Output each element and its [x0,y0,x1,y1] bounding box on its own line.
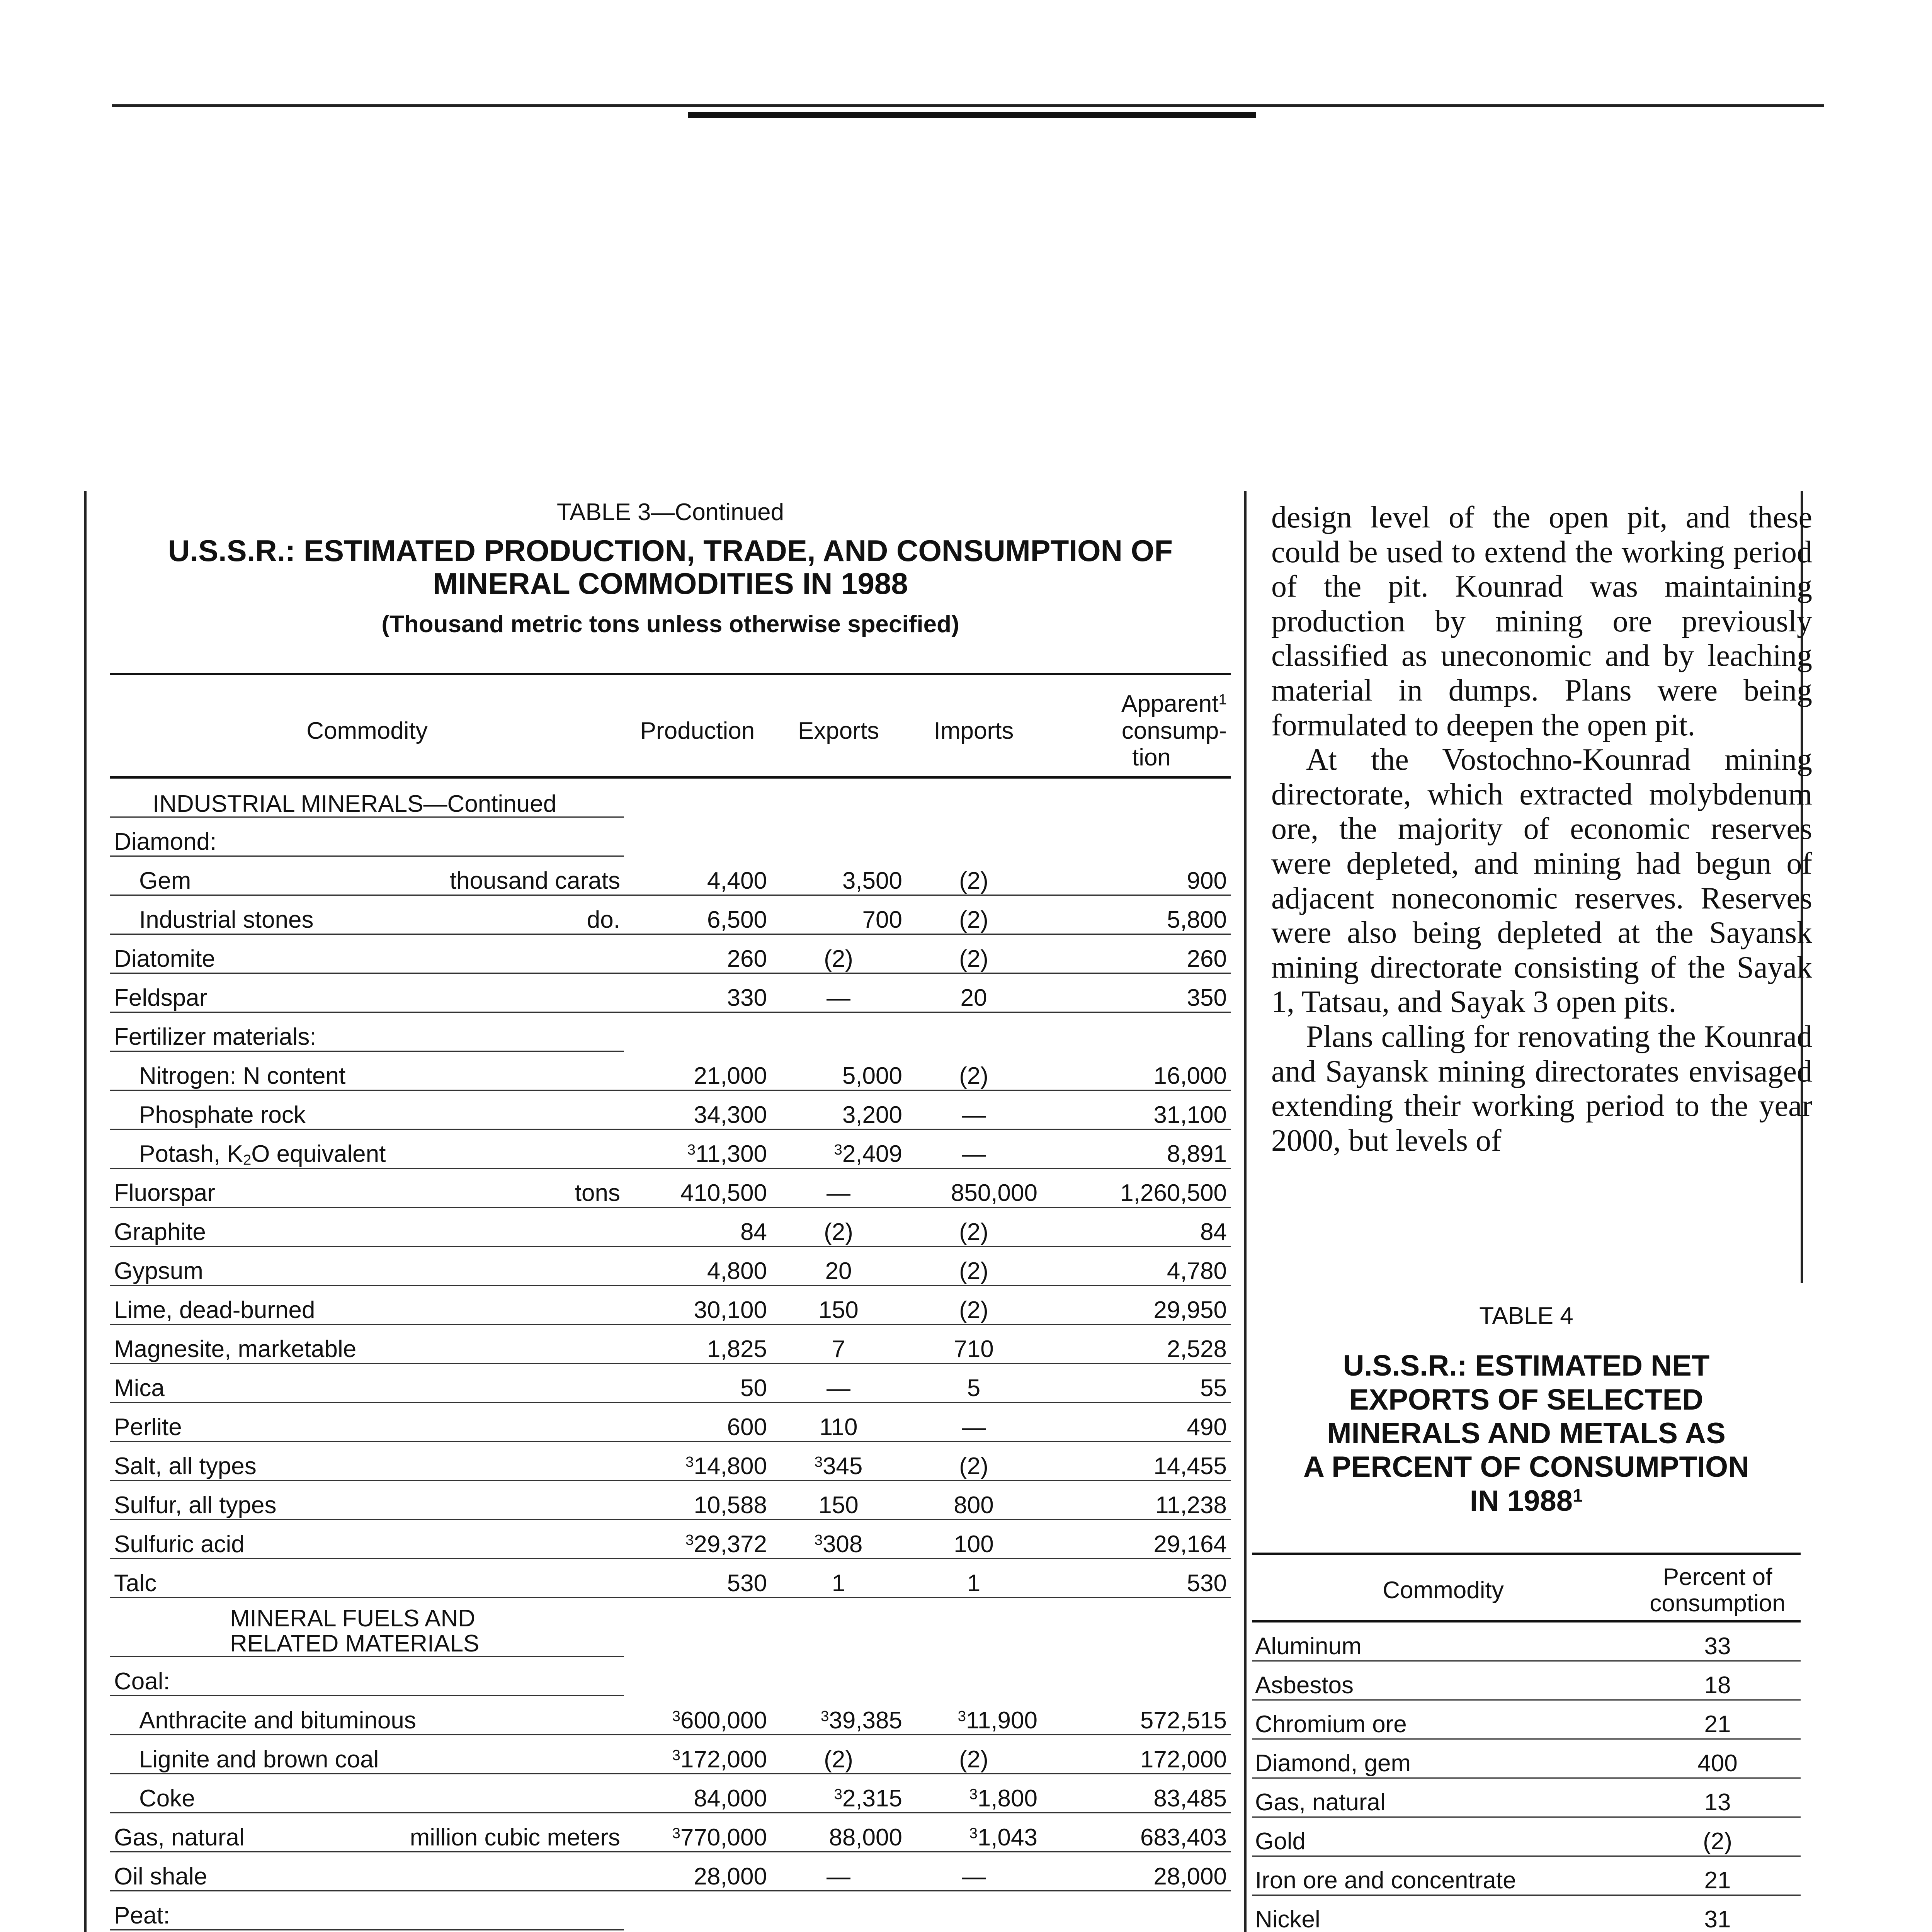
table-row [110,1696,1231,1735]
footnote-ref: 3 [672,1708,680,1725]
article-body [1271,500,1812,1158]
cell-value: 345 [822,1453,863,1480]
table-4-title-l5: IN 1988 [1469,1484,1573,1517]
table-row [110,895,1231,934]
cell-imports: (2) [906,856,1041,895]
cell-consumption: 2,528 [1041,1325,1231,1364]
cell-value: 770,000 [680,1824,767,1851]
table-row [110,1559,1231,1598]
table-3-title [110,534,1231,599]
table-row [110,1442,1231,1481]
cell-consumption: 4,780 [1041,1247,1231,1286]
cell-imports: 100 [906,1520,1041,1559]
cell-production: 4,400 [624,856,771,895]
row-label [110,895,624,934]
cell-exports [771,1930,906,1932]
footnote-ref: 3 [685,1531,694,1548]
cell-imports: (2) [906,1247,1041,1286]
table-4-title-l1: U.S.S.R.: ESTIMATED NET [1343,1349,1710,1383]
cell-consumption: 5,800 [1041,895,1231,934]
table-row [1252,1817,1801,1856]
cell-exports: 5,000 [771,1051,906,1090]
cell-imports: (2) [906,1051,1041,1090]
table-row [110,1657,1231,1696]
cell-imports: 710 [906,1325,1041,1364]
row-unit: do. [587,906,620,934]
cell-production: 21,000 [624,1051,771,1090]
header-commodity: Commodity [110,674,624,777]
table-row [110,1520,1231,1559]
cell-production: 34,300 [624,1090,771,1129]
header-production: Production [624,674,771,777]
cell-percent: 31 [1634,1895,1801,1932]
table-row [110,1090,1231,1129]
row-label: Asbestos [1252,1661,1634,1700]
cell-imports: 20 [906,973,1041,1012]
cell-consumption: 31,100 [1041,1090,1231,1129]
row-label: Perlite [110,1403,624,1442]
row-label: Sulfuric acid [110,1520,624,1559]
row-label: Salt, all types [110,1442,624,1481]
cell-consumption: 490 [1041,1403,1231,1442]
cell-production [624,1813,771,1852]
cell-imports: — [906,1129,1041,1168]
table-row [1252,1661,1801,1700]
table-3-title-line2: MINERAL COMMODITIES IN 1988 [433,566,908,600]
cell-production: 30,100 [624,1286,771,1325]
cell-consumption: 260 [1041,934,1231,973]
cell-exports: 150 [771,1481,906,1520]
cell-percent: (2) [1634,1817,1801,1856]
footnote-ref: 3 [834,1786,842,1803]
cell-consumption: 8,891 [1041,1129,1231,1168]
table-4-title [1252,1349,1801,1518]
paragraph: At the Vostochno-Kounrad mining directorate, which extracted molybdenum ore, the majority of economic reserves were depleted, and mining had begun of adjacent noneconomic reserves. Reserves were also being depleted at the Sayansk mining directorate consisting of the Sayak 1, Tatsau, and Sayak 3 open pits. [1271,743,1812,1019]
table-row [110,1325,1231,1364]
top-rule-accent [688,112,1256,118]
cell-consumption: 83,485 [1041,1774,1231,1813]
cell-production [624,1930,771,1932]
cell-value: 39,385 [829,1707,902,1734]
table-row [1252,1778,1801,1817]
row-label: Phosphate rock [110,1090,624,1129]
table-row [110,934,1231,973]
row-label: Nickel [1252,1895,1634,1932]
table-3-header-row [110,674,1231,777]
row-label: Diamond: [110,817,624,856]
row-label [110,1129,624,1168]
cell-production [624,1520,771,1559]
cell-exports [771,1774,906,1813]
cell-imports: (2) [906,934,1041,973]
header-commodity: Commodity [1252,1554,1634,1621]
row-label: Gas, natural [1252,1778,1634,1817]
cell-exports [771,1442,906,1481]
cell-exports [771,1696,906,1735]
table-row [110,1012,1231,1051]
table-row [110,973,1231,1012]
cell-value: 308 [822,1531,863,1558]
row-label: Graphite [110,1208,624,1247]
table-row [110,1364,1231,1403]
cell-exports: — [771,1168,906,1208]
cell-exports: 20 [771,1247,906,1286]
cell-production: 260 [624,934,771,973]
cell-imports: (2) [906,1286,1041,1325]
table-3 [110,498,1231,1932]
row-label: Anthracite and bituminous [110,1696,624,1735]
row-unit: million cubic meters [410,1824,620,1851]
row-label: Mica [110,1364,624,1403]
row-label: Gold [1252,1817,1634,1856]
row-label: Sulfur, all types [110,1481,624,1520]
section-row [110,777,1231,817]
column-divider-rule [1244,491,1247,1932]
table-row [110,1813,1231,1852]
row-label: Talc [110,1559,624,1598]
cell-production: 600 [624,1403,771,1442]
cell-production [624,1735,771,1774]
row-label: Aluminum [1252,1621,1634,1661]
table-4-caption: TABLE 4 [1479,1303,1573,1329]
cell-exports: — [771,1852,906,1891]
table-row [110,817,1231,856]
footnote-ref: 3 [672,1747,680,1764]
cell-imports: — [906,1090,1041,1129]
cell-consumption: 28,000 [1041,1852,1231,1891]
cell-consumption: 683,403 [1041,1813,1231,1852]
footnote-ref: 3 [685,1453,694,1470]
cell-exports: 3,500 [771,856,906,895]
cell-imports: (2) [906,1735,1041,1774]
cell-exports: — [771,1364,906,1403]
cell-exports: (2) [771,1735,906,1774]
section-row [110,1598,1231,1657]
cell-imports: — [906,1852,1041,1891]
table-4-title-l3: MINERALS AND METALS AS [1327,1417,1726,1450]
footnote-ref: 3 [969,1786,978,1803]
paragraph: Plans calling for renovating the Kounrad and Sayansk mining directorates envisaged extending their working period to the year 2000, but levels of [1271,1019,1812,1158]
cell-value: 1,043 [977,1824,1037,1851]
cell-value: 1,800 [977,1785,1037,1812]
table-row [110,1735,1231,1774]
cell-value: 11,300 [695,1141,767,1168]
cell-percent: 13 [1634,1778,1801,1817]
cell-value: 29,372 [694,1531,767,1558]
cell-consumption: 55 [1041,1364,1231,1403]
cell-exports: (2) [771,934,906,973]
cell-consumption: 172,000 [1041,1735,1231,1774]
table-4-title-l4: A PERCENT OF CONSUMPTION [1303,1451,1750,1484]
row-label-text: Potash, K [139,1141,243,1168]
section-fuels-l2: RELATED MATERIALS [230,1630,480,1657]
table-row [110,1168,1231,1208]
cell-value: 14,800 [694,1453,767,1480]
table-row [110,1208,1231,1247]
table-4-header-row [1252,1554,1801,1621]
row-label [110,856,624,895]
cell-consumption: 16,000 [1041,1051,1231,1090]
cell-production [624,1129,771,1168]
table-row [110,1286,1231,1325]
table-row [110,1930,1231,1932]
header-percent [1634,1554,1801,1621]
cell-imports: (2) [906,895,1041,934]
cell-imports [906,1696,1041,1735]
footnote-ref: 3 [969,1825,978,1842]
row-label: Magnesite, marketable [110,1325,624,1364]
row-label-text: Gem [139,867,191,895]
footnote-ref: 3 [814,1531,823,1548]
table-4-title-fn: 1 [1572,1485,1583,1506]
section-industrial: INDUSTRIAL MINERALS—Continued [110,777,624,817]
cell-exports: (2) [771,1208,906,1247]
cell-consumption [1041,1930,1231,1932]
footnote-ref: 3 [687,1141,696,1158]
header-apparent-l1: Apparent [1121,690,1219,718]
cell-exports: 150 [771,1286,906,1325]
table-row [1252,1621,1801,1661]
cell-exports: 7 [771,1325,906,1364]
cell-imports: (2) [906,1208,1041,1247]
cell-consumption: 900 [1041,856,1231,895]
table-row [110,1129,1231,1168]
cell-production [624,1696,771,1735]
cell-imports [906,1813,1041,1852]
row-label: Lime, dead-burned [110,1286,624,1325]
footnote-ref: 3 [820,1708,829,1725]
row-label [110,1168,624,1208]
cell-production: 10,588 [624,1481,771,1520]
row-label: Nitrogen: N content [110,1051,624,1090]
cell-consumption: 29,950 [1041,1286,1231,1325]
paragraph: design level of the open pit, and these could be used to extend the working period of the pit. Kounrad was maintaining production by mining ore previously classified as uneconomic and by leaching material in dumps. Plans were being formulated to deepen the open pit. [1271,500,1812,742]
cell-production: 84,000 [624,1774,771,1813]
cell-imports: 850,000 [906,1168,1041,1208]
cell-production: 530 [624,1559,771,1598]
table-row [1252,1739,1801,1778]
cell-percent: 400 [1634,1739,1801,1778]
cell-percent: 21 [1634,1700,1801,1739]
cell-consumption: 1,260,500 [1041,1168,1231,1208]
row-label-text: Gas, natural [114,1824,245,1851]
top-rule [112,104,1824,107]
cell-consumption: 29,164 [1041,1520,1231,1559]
cell-value: 11,900 [966,1707,1037,1734]
table-row [110,1852,1231,1891]
cell-percent: 33 [1634,1621,1801,1661]
cell-imports: (2) [906,1442,1041,1481]
row-label-text: Industrial stones [139,906,314,934]
cell-percent: 18 [1634,1661,1801,1700]
table-row [110,1051,1231,1090]
footnote-ref: 3 [814,1453,823,1470]
cell-imports: 1 [906,1559,1041,1598]
table-4-grid [1252,1553,1801,1932]
table-4-title-l2: EXPORTS OF SELECTED [1349,1383,1704,1416]
row-label: Lignite and brown coal [110,1735,624,1774]
cell-production: 28,000 [624,1852,771,1891]
cell-value: 2,409 [842,1141,902,1168]
cell-value: 172,000 [680,1746,767,1773]
cell-imports [906,1930,1041,1932]
header-apparent-l3: tion [1132,744,1171,771]
row-label: Gypsum [110,1247,624,1286]
header-apparent-l2: consump- [1121,717,1227,744]
cell-exports: 88,000 [771,1813,906,1852]
table-row [110,1247,1231,1286]
cell-consumption: 572,515 [1041,1696,1231,1735]
cell-production [624,1442,771,1481]
left-margin-rule [84,491,87,1932]
cell-exports [771,1520,906,1559]
row-label: Feldspar [110,973,624,1012]
row-label-text: Fluorspar [114,1180,215,1207]
row-unit: thousand carats [449,867,620,895]
cell-imports: — [906,1403,1041,1442]
row-label: Fertilizer materials: [110,1012,624,1051]
cell-exports: 1 [771,1559,906,1598]
header-imports: Imports [906,674,1041,777]
cell-imports: 5 [906,1364,1041,1403]
cell-value: 2,315 [842,1785,902,1812]
cell-exports [771,1129,906,1168]
row-label-text: O equivalent [251,1141,386,1168]
row-label: Diamond, gem [1252,1739,1634,1778]
section-fuels [110,1598,624,1657]
cell-production: 330 [624,973,771,1012]
row-label: Coal: [110,1657,624,1696]
section-fuels-l1: MINERAL FUELS AND [230,1605,476,1632]
cell-exports: 700 [771,895,906,934]
cell-exports: 110 [771,1403,906,1442]
cell-exports: 3,200 [771,1090,906,1129]
cell-production: 410,500 [624,1168,771,1208]
row-label: Peat: [110,1891,624,1930]
header-percent-l1: Percent of [1663,1564,1772,1591]
cell-consumption: 530 [1041,1559,1231,1598]
row-label: Diatomite [110,934,624,973]
row-label [110,1930,624,1932]
row-label: Oil shale [110,1852,624,1891]
row-label: Iron ore and concentrate [1252,1856,1634,1895]
table-row [1252,1895,1801,1932]
cell-consumption: 84 [1041,1208,1231,1247]
footnote-ref: 3 [834,1141,842,1158]
table-row [110,1774,1231,1813]
table-row [110,1891,1231,1930]
header-exports: Exports [771,674,906,777]
footnote-ref: 3 [672,1825,680,1842]
cell-production: 50 [624,1364,771,1403]
cell-exports: — [771,973,906,1012]
table-4 [1252,1302,1801,1932]
table-3-caption: TABLE 3—Continued [556,499,784,526]
cell-production: 4,800 [624,1247,771,1286]
table-row [110,1403,1231,1442]
table-3-title-line1: U.S.S.R.: ESTIMATED PRODUCTION, TRADE, AND CONSUMPTION OF [168,534,1173,568]
cell-value: 600,000 [680,1707,767,1734]
row-label [110,1813,624,1852]
table-3-grid [110,673,1231,1932]
footnote-ref: 3 [957,1708,966,1725]
row-label-subscript: 2 [243,1151,252,1168]
cell-consumption: 11,238 [1041,1481,1231,1520]
table-row [1252,1700,1801,1739]
header-percent-l2: consumption [1650,1590,1786,1617]
cell-production: 6,500 [624,895,771,934]
cell-consumption: 350 [1041,973,1231,1012]
cell-production: 1,825 [624,1325,771,1364]
table-3-subtitle: (Thousand metric tons unless otherwise specified) [381,611,959,638]
table-row [110,1481,1231,1520]
cell-imports [906,1774,1041,1813]
header-apparent-fn: 1 [1218,691,1227,708]
table-row [110,856,1231,895]
row-unit: tons [575,1180,620,1207]
cell-percent: 21 [1634,1856,1801,1895]
row-label: Coke [110,1774,624,1813]
cell-consumption: 14,455 [1041,1442,1231,1481]
row-label: Chromium ore [1252,1700,1634,1739]
cell-imports: 800 [906,1481,1041,1520]
cell-production: 84 [624,1208,771,1247]
header-apparent-consumption [1041,674,1231,777]
table-row [1252,1856,1801,1895]
